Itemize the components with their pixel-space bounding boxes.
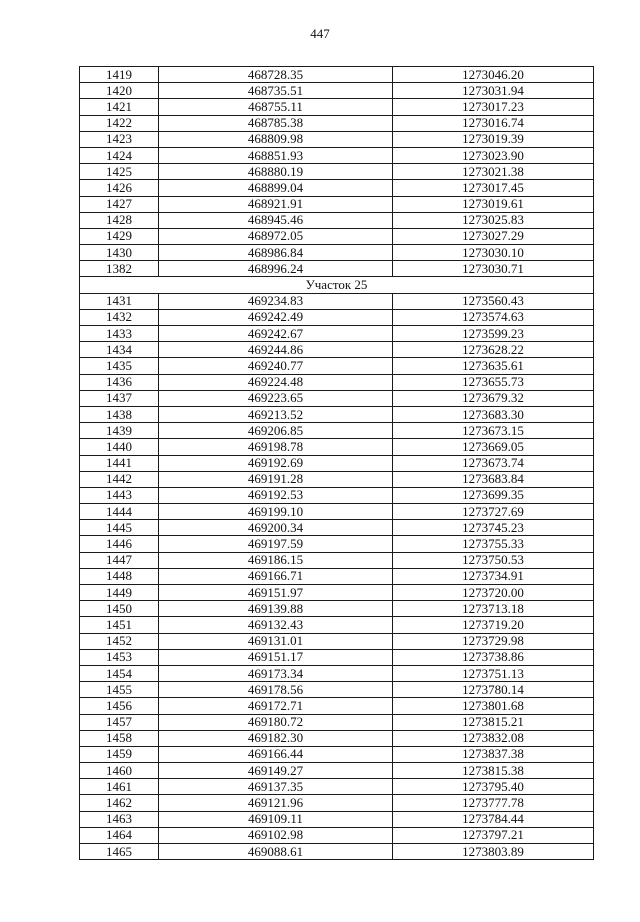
table-row [80, 714, 594, 730]
table-row [80, 164, 594, 180]
y-coordinate-cell: 1273046.20 [393, 67, 594, 83]
y-coordinate-cell: 1273780.14 [393, 682, 594, 698]
x-coordinate-cell: 469223.65 [159, 390, 393, 406]
y-coordinate-cell: 1273017.45 [393, 180, 594, 196]
point-number-cell: 1453 [80, 649, 159, 665]
point-number-cell: 1436 [80, 374, 159, 390]
x-coordinate-cell: 469151.17 [159, 649, 393, 665]
point-number-cell: 1427 [80, 196, 159, 212]
x-coordinate-cell: 468880.19 [159, 164, 393, 180]
x-coordinate-cell: 469244.86 [159, 342, 393, 358]
y-coordinate-cell: 1273017.23 [393, 99, 594, 115]
x-coordinate-cell: 469242.67 [159, 326, 393, 342]
point-number-cell: 1428 [80, 212, 159, 228]
y-coordinate-cell: 1273021.38 [393, 164, 594, 180]
x-coordinate-cell: 469149.27 [159, 763, 393, 779]
table-row [80, 406, 594, 422]
point-number-cell: 1426 [80, 180, 159, 196]
y-coordinate-cell: 1273777.78 [393, 795, 594, 811]
table-row [80, 99, 594, 115]
table-row [80, 67, 594, 83]
y-coordinate-cell: 1273795.40 [393, 779, 594, 795]
x-coordinate-cell: 469206.85 [159, 423, 393, 439]
point-number-cell: 1438 [80, 406, 159, 422]
table-row [80, 487, 594, 503]
y-coordinate-cell: 1273745.23 [393, 520, 594, 536]
y-coordinate-cell: 1273560.43 [393, 293, 594, 309]
table-row [80, 115, 594, 131]
table-row [80, 471, 594, 487]
y-coordinate-cell: 1273832.08 [393, 730, 594, 746]
point-number-cell: 1461 [80, 779, 159, 795]
x-coordinate-cell: 469192.69 [159, 455, 393, 471]
y-coordinate-cell: 1273019.39 [393, 131, 594, 147]
page-number: 447 [310, 26, 330, 41]
point-number-cell: 1460 [80, 763, 159, 779]
x-coordinate-cell: 468785.38 [159, 115, 393, 131]
point-number-cell: 1434 [80, 342, 159, 358]
y-coordinate-cell: 1273635.61 [393, 358, 594, 374]
table-row [80, 520, 594, 536]
y-coordinate-cell: 1273719.20 [393, 617, 594, 633]
table-row [80, 568, 594, 584]
point-number-cell: 1459 [80, 746, 159, 762]
x-coordinate-cell: 468945.46 [159, 212, 393, 228]
point-number-cell: 1431 [80, 293, 159, 309]
y-coordinate-cell: 1273669.05 [393, 439, 594, 455]
table-row [80, 228, 594, 244]
table-row [80, 730, 594, 746]
point-number-cell: 1463 [80, 811, 159, 827]
table-row [80, 601, 594, 617]
table-row [80, 633, 594, 649]
point-number-cell: 1455 [80, 682, 159, 698]
table-row [80, 212, 594, 228]
y-coordinate-cell: 1273030.10 [393, 245, 594, 261]
section-heading-row [80, 277, 594, 293]
point-number-cell: 1419 [80, 67, 159, 83]
point-number-cell: 1444 [80, 504, 159, 520]
y-coordinate-cell: 1273628.22 [393, 342, 594, 358]
x-coordinate-cell: 469137.35 [159, 779, 393, 795]
y-coordinate-cell: 1273023.90 [393, 147, 594, 163]
x-coordinate-cell: 469192.53 [159, 487, 393, 503]
table-row [80, 147, 594, 163]
point-number-cell: 1443 [80, 487, 159, 503]
y-coordinate-cell: 1273784.44 [393, 811, 594, 827]
x-coordinate-cell: 469172.71 [159, 698, 393, 714]
section-heading: Участок 25 [80, 277, 594, 293]
y-coordinate-cell: 1273750.53 [393, 552, 594, 568]
table-row [80, 261, 594, 277]
y-coordinate-cell: 1273574.63 [393, 309, 594, 325]
table-row [80, 585, 594, 601]
y-coordinate-cell: 1273837.38 [393, 746, 594, 762]
y-coordinate-cell: 1273599.23 [393, 326, 594, 342]
table-row [80, 309, 594, 325]
table-row [80, 649, 594, 665]
table-row [80, 746, 594, 762]
point-number-cell: 1464 [80, 827, 159, 843]
table-row [80, 390, 594, 406]
y-coordinate-cell: 1273751.13 [393, 665, 594, 681]
point-number-cell: 1429 [80, 228, 159, 244]
x-coordinate-cell: 469186.15 [159, 552, 393, 568]
point-number-cell: 1422 [80, 115, 159, 131]
point-number-cell: 1430 [80, 245, 159, 261]
x-coordinate-cell: 469132.43 [159, 617, 393, 633]
coordinates-table-body [80, 67, 594, 860]
point-number-cell: 1450 [80, 601, 159, 617]
x-coordinate-cell: 468986.84 [159, 245, 393, 261]
x-coordinate-cell: 469166.44 [159, 746, 393, 762]
point-number-cell: 1447 [80, 552, 159, 568]
point-number-cell: 1382 [80, 261, 159, 277]
point-number-cell: 1449 [80, 585, 159, 601]
x-coordinate-cell: 468972.05 [159, 228, 393, 244]
table-row [80, 795, 594, 811]
x-coordinate-cell: 469197.59 [159, 536, 393, 552]
y-coordinate-cell: 1273699.35 [393, 487, 594, 503]
x-coordinate-cell: 469139.88 [159, 601, 393, 617]
coordinates-table-container [79, 66, 593, 860]
point-number-cell: 1440 [80, 439, 159, 455]
y-coordinate-cell: 1273655.73 [393, 374, 594, 390]
y-coordinate-cell: 1273815.21 [393, 714, 594, 730]
y-coordinate-cell: 1273720.00 [393, 585, 594, 601]
x-coordinate-cell: 469109.11 [159, 811, 393, 827]
point-number-cell: 1445 [80, 520, 159, 536]
y-coordinate-cell: 1273673.74 [393, 455, 594, 471]
point-number-cell: 1446 [80, 536, 159, 552]
table-row [80, 536, 594, 552]
x-coordinate-cell: 469200.34 [159, 520, 393, 536]
table-row [80, 423, 594, 439]
table-row [80, 342, 594, 358]
x-coordinate-cell: 469242.49 [159, 309, 393, 325]
x-coordinate-cell: 469088.61 [159, 844, 393, 860]
y-coordinate-cell: 1273803.89 [393, 844, 594, 860]
table-row [80, 180, 594, 196]
table-row [80, 665, 594, 681]
x-coordinate-cell: 469240.77 [159, 358, 393, 374]
x-coordinate-cell: 469199.10 [159, 504, 393, 520]
table-row [80, 827, 594, 843]
x-coordinate-cell: 469102.98 [159, 827, 393, 843]
point-number-cell: 1439 [80, 423, 159, 439]
point-number-cell: 1441 [80, 455, 159, 471]
y-coordinate-cell: 1273727.69 [393, 504, 594, 520]
point-number-cell: 1433 [80, 326, 159, 342]
y-coordinate-cell: 1273797.21 [393, 827, 594, 843]
point-number-cell: 1454 [80, 665, 159, 681]
x-coordinate-cell: 469121.96 [159, 795, 393, 811]
x-coordinate-cell: 468809.98 [159, 131, 393, 147]
coordinates-table [79, 66, 594, 860]
table-row [80, 617, 594, 633]
y-coordinate-cell: 1273030.71 [393, 261, 594, 277]
point-number-cell: 1425 [80, 164, 159, 180]
x-coordinate-cell: 468996.24 [159, 261, 393, 277]
x-coordinate-cell: 468728.35 [159, 67, 393, 83]
x-coordinate-cell: 469182.30 [159, 730, 393, 746]
table-row [80, 83, 594, 99]
table-row [80, 358, 594, 374]
point-number-cell: 1452 [80, 633, 159, 649]
table-row [80, 504, 594, 520]
point-number-cell: 1457 [80, 714, 159, 730]
point-number-cell: 1424 [80, 147, 159, 163]
table-row [80, 326, 594, 342]
x-coordinate-cell: 469191.28 [159, 471, 393, 487]
y-coordinate-cell: 1273019.61 [393, 196, 594, 212]
x-coordinate-cell: 468735.51 [159, 83, 393, 99]
y-coordinate-cell: 1273755.33 [393, 536, 594, 552]
y-coordinate-cell: 1273683.84 [393, 471, 594, 487]
x-coordinate-cell: 469131.01 [159, 633, 393, 649]
point-number-cell: 1423 [80, 131, 159, 147]
x-coordinate-cell: 469178.56 [159, 682, 393, 698]
table-row [80, 455, 594, 471]
x-coordinate-cell: 469234.83 [159, 293, 393, 309]
y-coordinate-cell: 1273673.15 [393, 423, 594, 439]
y-coordinate-cell: 1273801.68 [393, 698, 594, 714]
x-coordinate-cell: 468851.93 [159, 147, 393, 163]
y-coordinate-cell: 1273815.38 [393, 763, 594, 779]
y-coordinate-cell: 1273025.83 [393, 212, 594, 228]
point-number-cell: 1442 [80, 471, 159, 487]
y-coordinate-cell: 1273713.18 [393, 601, 594, 617]
point-number-cell: 1458 [80, 730, 159, 746]
point-number-cell: 1420 [80, 83, 159, 99]
point-number-cell: 1465 [80, 844, 159, 860]
y-coordinate-cell: 1273734.91 [393, 568, 594, 584]
y-coordinate-cell: 1273738.86 [393, 649, 594, 665]
y-coordinate-cell: 1273016.74 [393, 115, 594, 131]
point-number-cell: 1448 [80, 568, 159, 584]
y-coordinate-cell: 1273679.32 [393, 390, 594, 406]
point-number-cell: 1435 [80, 358, 159, 374]
table-row [80, 374, 594, 390]
table-row [80, 552, 594, 568]
table-row [80, 682, 594, 698]
point-number-cell: 1451 [80, 617, 159, 633]
point-number-cell: 1456 [80, 698, 159, 714]
table-row [80, 698, 594, 714]
point-number-cell: 1437 [80, 390, 159, 406]
table-row [80, 439, 594, 455]
x-coordinate-cell: 468755.11 [159, 99, 393, 115]
point-number-cell: 1462 [80, 795, 159, 811]
point-number-cell: 1432 [80, 309, 159, 325]
x-coordinate-cell: 469173.34 [159, 665, 393, 681]
x-coordinate-cell: 469224.48 [159, 374, 393, 390]
x-coordinate-cell: 469166.71 [159, 568, 393, 584]
table-row [80, 196, 594, 212]
x-coordinate-cell: 469213.52 [159, 406, 393, 422]
x-coordinate-cell: 469180.72 [159, 714, 393, 730]
x-coordinate-cell: 468899.04 [159, 180, 393, 196]
table-row [80, 844, 594, 860]
table-row [80, 811, 594, 827]
table-row [80, 245, 594, 261]
x-coordinate-cell: 469198.78 [159, 439, 393, 455]
y-coordinate-cell: 1273729.98 [393, 633, 594, 649]
y-coordinate-cell: 1273031.94 [393, 83, 594, 99]
x-coordinate-cell: 468921.91 [159, 196, 393, 212]
x-coordinate-cell: 469151.97 [159, 585, 393, 601]
table-row [80, 763, 594, 779]
table-row [80, 131, 594, 147]
y-coordinate-cell: 1273027.29 [393, 228, 594, 244]
table-row [80, 779, 594, 795]
point-number-cell: 1421 [80, 99, 159, 115]
table-row [80, 293, 594, 309]
y-coordinate-cell: 1273683.30 [393, 406, 594, 422]
